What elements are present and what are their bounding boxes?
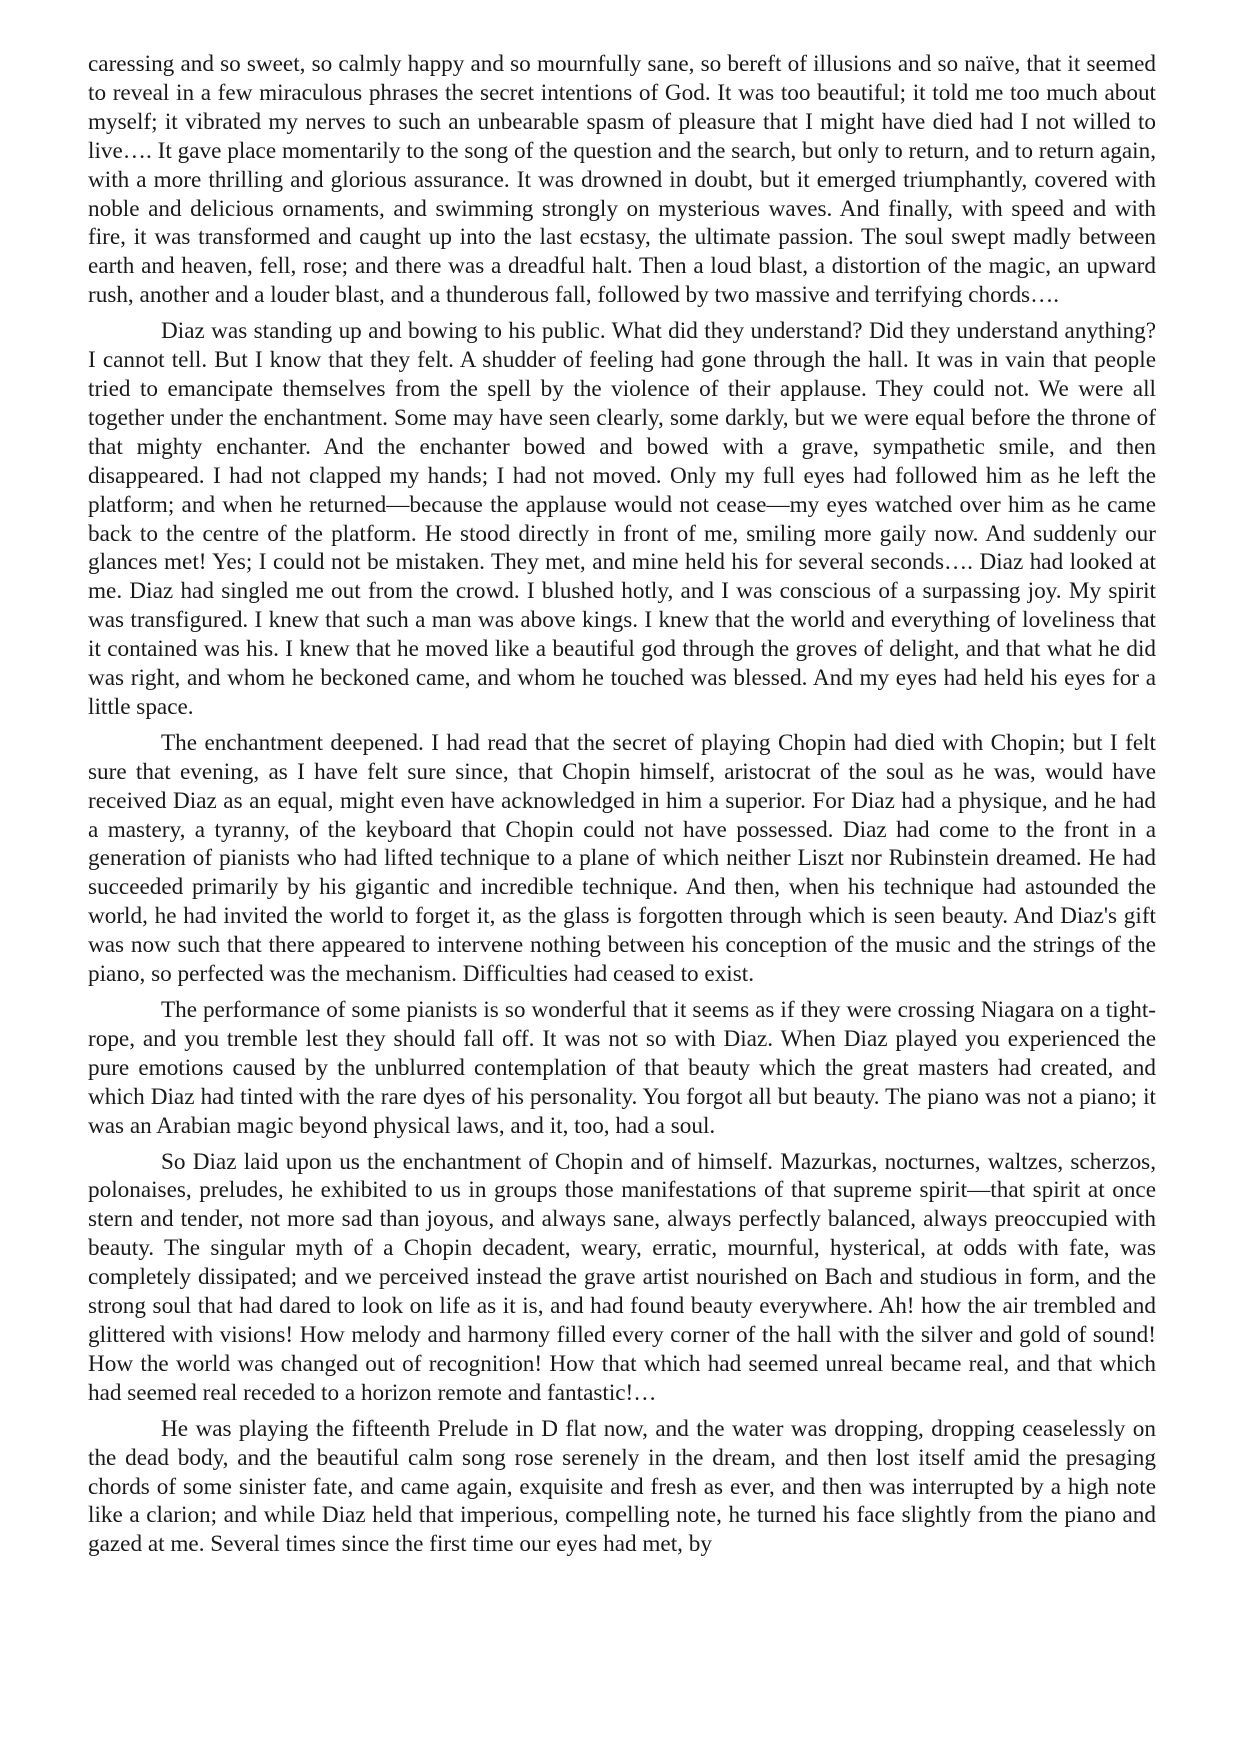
paragraph-chopin-enchantment: So Diaz laid upon us the enchantment of Chopin and of himself. Mazurkas, nocturnes, waltzes, scherzos, polonaises, preludes, he exhibited to us in groups those manifestations of that supreme spirit—that spirit at once stern and tender, not more sad than joyous, and always sane, always perfectly balanced, always preoccupied with beauty. The singular myth of a Chopin decadent, weary, erratic, mournful, hysterical, at odds with fate, was completely dissipated; and we perceived instead the grave artist nourished on Bach and studious in form, and the strong soul that had dared to look on life as it is, and had found beauty everywhere. Ah! how the air trembled and glittered with visions! How melody and harmony filled every corner of the hall with the silver and gold of sound! How the world was changed out of recognition! How that which had seemed unreal became real, and that which had seemed real receded to a horizon remote and fantastic!… bbox=[88, 1148, 1156, 1406]
paragraph-pianists-performance: The performance of some pianists is so wonderful that it seems as if they were crossing Niagara on a tight-rope, and you tremble lest they should fall off. It was not so with Diaz. When Diaz played you experienced the pure emotions caused by the unblurred contemplation of that beauty which the great masters had created, and which Diaz had tinted with the rare dyes of his personality. You forgot all but beauty. The piano was not a piano; it was an Arabian magic beyond physical laws, and it, too, had a soul. bbox=[88, 997, 1156, 1139]
paragraph-continued: caressing and so sweet, so calmly happy and so mournfully sane, so bereft of illusions and so naïve, that it seemed to reveal in a few miraculous phrases the secret intentions of God. It was too beautiful; it told me too much about myself; it vibrated my nerves to such an unbearable spasm of pleasure that I might have died had I not willed to live…. It gave place momentarily to the song of the question and the search, but only to return, and to return again, with a more thrilling and glorious assurance. It was drowned in doubt, but it emerged triumphantly, covered with noble and delicious ornaments, and swimming strongly on mysterious waves. And finally, with speed and with fire, it was transformed and caught up into the last ecstasy, the ultimate passion. The soul swept madly between earth and heaven, fell, rose; and there was a dreadful halt. Then a loud blast, a distortion of the magic, an upward rush, another and a louder blast, and a thunderous fall, followed by two massive and terrifying chords…. bbox=[88, 51, 1156, 309]
paragraph-fifteenth-prelude: He was playing the fifteenth Prelude in D flat now, and the water was dropping, dropping ceaselessly on the dead body, and the beautiful calm song rose serenely in the dream, and then lost itself amid the presaging chords of some sinister fate, and came again, exquisite and fresh as ever, and then was interrupted by a high note like a clarion; and while Diaz held that imperious, compelling note, he turned his face slightly from the piano and gazed at me. Several times since the first time our eyes had met, by bbox=[88, 1415, 1156, 1558]
page-body bbox=[88, 50, 1156, 1566]
paragraph-diaz-bowing: Diaz was standing up and bowing to his public. What did they understand? Did they understand anything? I cannot tell. But I know that they felt. A shudder of feeling had gone through the hall. It was in vain that people tried to emancipate themselves from the spell by the violence of their applause. They could not. We were all together under the enchantment. Some may have seen clearly, some darkly, but we were equal before the throne of that mighty enchanter. And the enchanter bowed and bowed with a grave, sympathetic smile, and then disappeared. I had not clapped my hands; I had not moved. Only my full eyes had followed him as he left the platform; and when he returned—because the applause would not cease—my eyes watched over him as he came back to the centre of the platform. He stood directly in front of me, smiling more gaily now. And suddenly our glances met! Yes; I could not be mistaken. They met, and mine held his for several seconds…. Diaz had looked at me. Diaz had singled me out from the crowd. I blushed hotly, and I was conscious of a surpassing joy. My spirit was transfigured. I knew that such a man was above kings. I knew that the world and everything of loveliness that it contained was his. I knew that he moved like a beautiful god through the groves of delight, and that what he did was right, and whom he beckoned came, and whom he touched was blessed. And my eyes had held his eyes for a little space. bbox=[88, 318, 1156, 720]
paragraph-enchantment-deepened: The enchantment deepened. I had read that the secret of playing Chopin had died with Chopin; but I felt sure that evening, as I have felt sure since, that Chopin himself, aristocrat of the soul as he was, would have received Diaz as an equal, might even have acknowledged in him a superior. For Diaz had a physique, and he had a mastery, a tyranny, of the keyboard that Chopin could not have possessed. Diaz had come to the front in a generation of pianists who had lifted technique to a plane of which neither Liszt nor Rubinstein dreamed. He had succeeded primarily by his gigantic and incredible technique. And then, when his technique had astounded the world, he had invited the world to forget it, as the glass is forgotten through which is seen beauty. And Diaz's gift was now such that there appeared to intervene nothing between his conception of the music and the strings of the piano, so perfected was the mechanism. Difficulties had ceased to exist. bbox=[88, 729, 1156, 988]
